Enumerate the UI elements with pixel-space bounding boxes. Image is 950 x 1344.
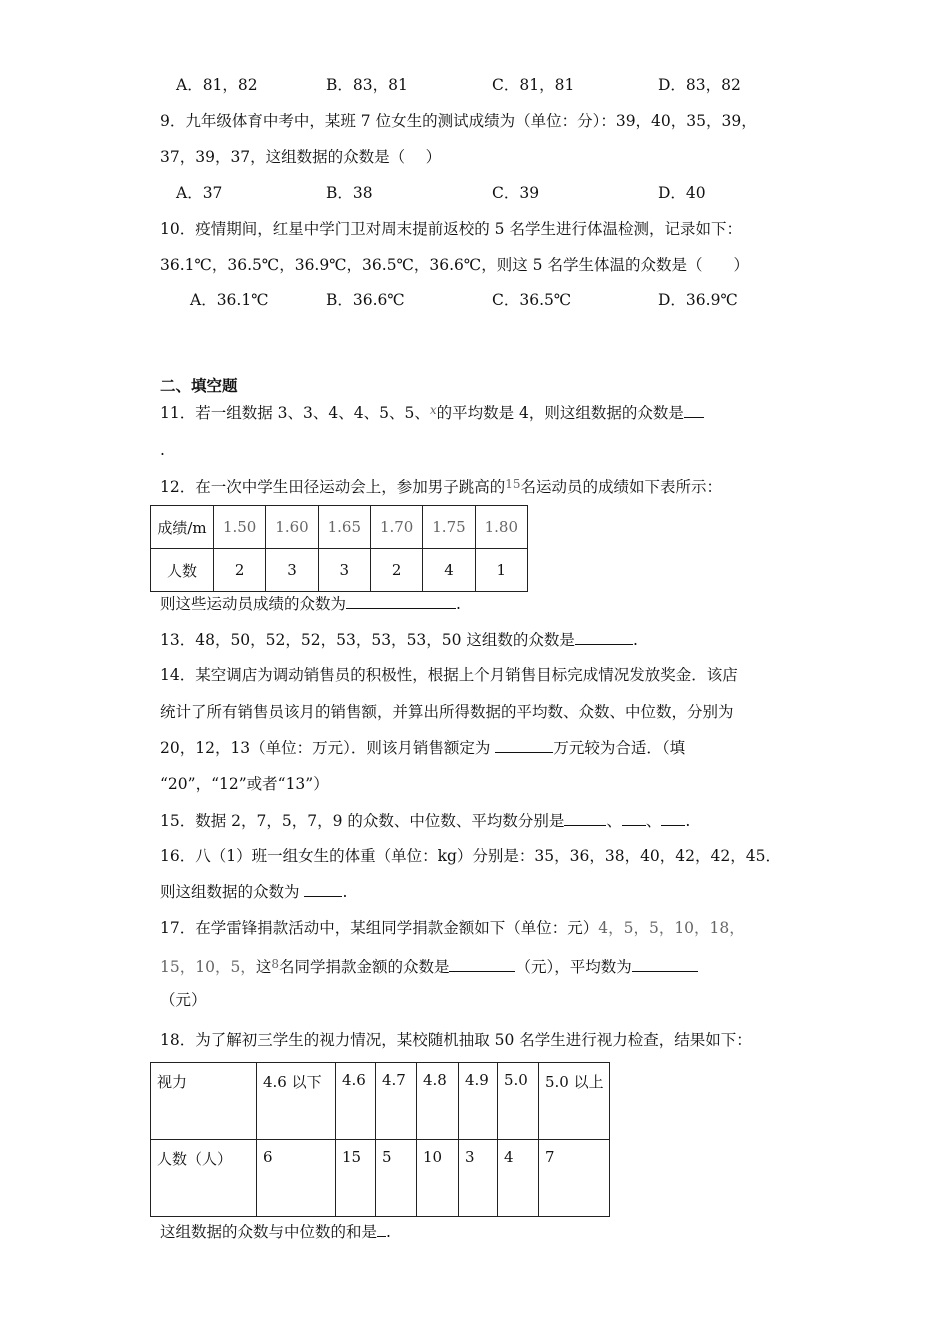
q18-table (150, 1062, 610, 1217)
table-cell: 成绩/m (151, 506, 214, 549)
table-cell: 10 (417, 1140, 459, 1217)
q11-pre: 11．若一组数据 3、3、4、4、5、5、 (160, 404, 430, 422)
section-title: 二、填空题 (160, 376, 238, 395)
q13-answer-blank[interactable] (575, 630, 633, 645)
table-cell: 5 (376, 1140, 417, 1217)
q11-line1 (160, 400, 704, 423)
q9-option-a: A．37 (176, 184, 223, 202)
q16-end: . (342, 883, 348, 901)
q16-line2 (160, 882, 347, 902)
q8-option-d: D．83，82 (658, 76, 741, 94)
q12-answer-blank[interactable] (346, 594, 456, 609)
q8-option-b: B．83，81 (326, 76, 408, 94)
q13-line (160, 630, 638, 650)
table-cell: 4 (423, 549, 475, 592)
q10-option-a: A．36.1℃ (190, 291, 269, 309)
q9-option-c: C．39 (492, 184, 540, 202)
q17-b: 名同学捐款金额的众数是 (278, 958, 450, 976)
q12-table (150, 505, 528, 592)
q13-end: . (632, 631, 638, 649)
q17-line3: （元） (160, 991, 207, 1009)
table-cell: 5.0 以上 (539, 1063, 610, 1140)
q9-option-b: B．38 (326, 184, 373, 202)
table-cell: 3 (318, 549, 370, 592)
q13-text: 13．48，50，52，52，53，53，53，50 这组数的众数是 (160, 631, 575, 649)
q17-count: 8 (271, 957, 279, 971)
q17-c: （元），平均数为 (515, 958, 632, 976)
q8-option-c: C．81，81 (492, 76, 575, 94)
q15-line (160, 811, 690, 831)
table-row (151, 1140, 610, 1217)
q10-line1: 10．疫情期间，红星中学门卫对周末提前返校的 5 名学生进行体温检测，记录如下： (160, 220, 742, 238)
table-cell: 4.6 (336, 1063, 376, 1140)
table-cell: 1.70 (370, 506, 422, 549)
q14-line3-post: 万元较为合适．（填 (553, 739, 686, 757)
q18-after (160, 1222, 391, 1242)
q12-post: 名运动员的成绩如下表所示： (520, 478, 723, 496)
q14-line3 (160, 738, 685, 758)
table-row (151, 1063, 610, 1140)
q10-line2: 36.1℃，36.5℃，36.9℃，36.5℃，36.6℃，则这 5 名学生体温的众数是（ ） (160, 256, 749, 274)
table-cell: 3 (266, 549, 318, 592)
table-cell: 1.60 (266, 506, 318, 549)
q17-a: 这 (255, 958, 272, 976)
q16-answer-blank[interactable] (304, 882, 342, 897)
table-cell: 1.75 (423, 506, 475, 549)
q11-line2: . (160, 441, 165, 459)
table-row (151, 549, 528, 592)
q12-num: 15 (505, 477, 521, 491)
q8-option-a: A．81，82 (176, 76, 258, 94)
q17-line2 (160, 954, 698, 977)
q11-post: 的平均数是 4，则这组数据的众数是 (436, 404, 684, 422)
q16-line1: 16．八（1）班一组女生的体重（单位：kg）分别是：35，36，38，40，42，42，45． (160, 847, 781, 865)
table-cell: 7 (539, 1140, 610, 1217)
table-cell: 4.7 (376, 1063, 417, 1140)
q10-option-c: C．36.5℃ (492, 291, 572, 309)
q15-mean-blank[interactable] (661, 811, 685, 826)
table-cell: 2 (370, 549, 422, 592)
q14-answer-blank[interactable] (495, 738, 553, 753)
table-cell: 1.80 (475, 506, 527, 549)
q17-pre: 17．在学雷锋捐款活动中，某组同学捐款金额如下（单位：元） (160, 919, 599, 937)
q11-var: x (429, 403, 437, 417)
q17-mode-blank[interactable] (449, 957, 515, 972)
table-cell: 人数 (151, 549, 214, 592)
q17-nums1: 4，5，5，10，18， (598, 919, 745, 937)
q15-sep: 、 (606, 812, 622, 830)
q17-mean-blank[interactable] (632, 957, 698, 972)
q9-line2: 37，39，37，这组数据的众数是（ ） (160, 148, 442, 166)
table-cell: 视力 (151, 1063, 257, 1140)
q9-option-d: D．40 (658, 184, 706, 202)
q16-line2-text: 则这组数据的众数为 (160, 883, 305, 901)
table-row (151, 506, 528, 549)
q14-line2: 统计了所有销售员该月的销售额，并算出所得数据的平均数、众数、中位数，分别为 (160, 703, 734, 721)
q15-text: 15．数据 2，7，5，7，9 的众数、中位数、平均数分别是 (160, 812, 565, 830)
table-cell: 1.50 (214, 506, 266, 549)
table-cell: 2 (214, 549, 266, 592)
q18-line1: 18．为了解初三学生的视力情况，某校随机抽取 50 名学生进行视力检查，结果如下： (160, 1031, 752, 1049)
table-cell: 6 (257, 1140, 336, 1217)
q11-answer-blank[interactable] (684, 403, 704, 418)
table-cell: 4.6 以下 (257, 1063, 336, 1140)
table-cell: 4.9 (459, 1063, 498, 1140)
table-cell: 人数（人） (151, 1140, 257, 1217)
q9-line1: 9．九年级体育中考中，某班 7 位女生的测试成绩为（单位：分）：39，40，35，39， (160, 112, 757, 130)
q15-mode-blank[interactable] (564, 811, 606, 826)
table-cell: 3 (459, 1140, 498, 1217)
q10-option-d: D．36.9℃ (658, 291, 738, 309)
table-cell: 15 (336, 1140, 376, 1217)
q17-line1 (160, 918, 745, 938)
q12-after (160, 594, 461, 614)
q10-option-b: B．36.6℃ (326, 291, 405, 309)
q12-pre: 12．在一次中学生田径运动会上，参加男子跳高的 (160, 478, 506, 496)
q12-end: . (456, 595, 461, 613)
q14-line3-pre: 20，12，13（单位：万元）．则该月销售额定为 (160, 739, 496, 757)
table-cell: 1.65 (318, 506, 370, 549)
q18-end: . (386, 1223, 391, 1241)
table-cell: 4.8 (417, 1063, 459, 1140)
q14-line1: 14．某空调店为调动销售员的积极性，根据上个月销售目标完成情况发放奖金．该店 (160, 666, 738, 684)
table-cell: 5.0 (498, 1063, 539, 1140)
q18-after-text: 这组数据的众数与中位数的和是 (160, 1223, 378, 1241)
q14-line4: “20”，“12”或者“13”） (160, 775, 329, 793)
q18-answer-blank[interactable] (377, 1222, 386, 1237)
q15-median-blank[interactable] (622, 811, 646, 826)
q17-nums2: 15，10，5， (160, 958, 256, 976)
table-cell: 1 (475, 549, 527, 592)
table-cell: 4 (498, 1140, 539, 1217)
q12-after-text: 则这些运动员成绩的众数为 (160, 595, 347, 613)
q12-line1 (160, 474, 722, 497)
q15-sep: 、 (645, 812, 662, 830)
q15-end: . (685, 812, 691, 830)
